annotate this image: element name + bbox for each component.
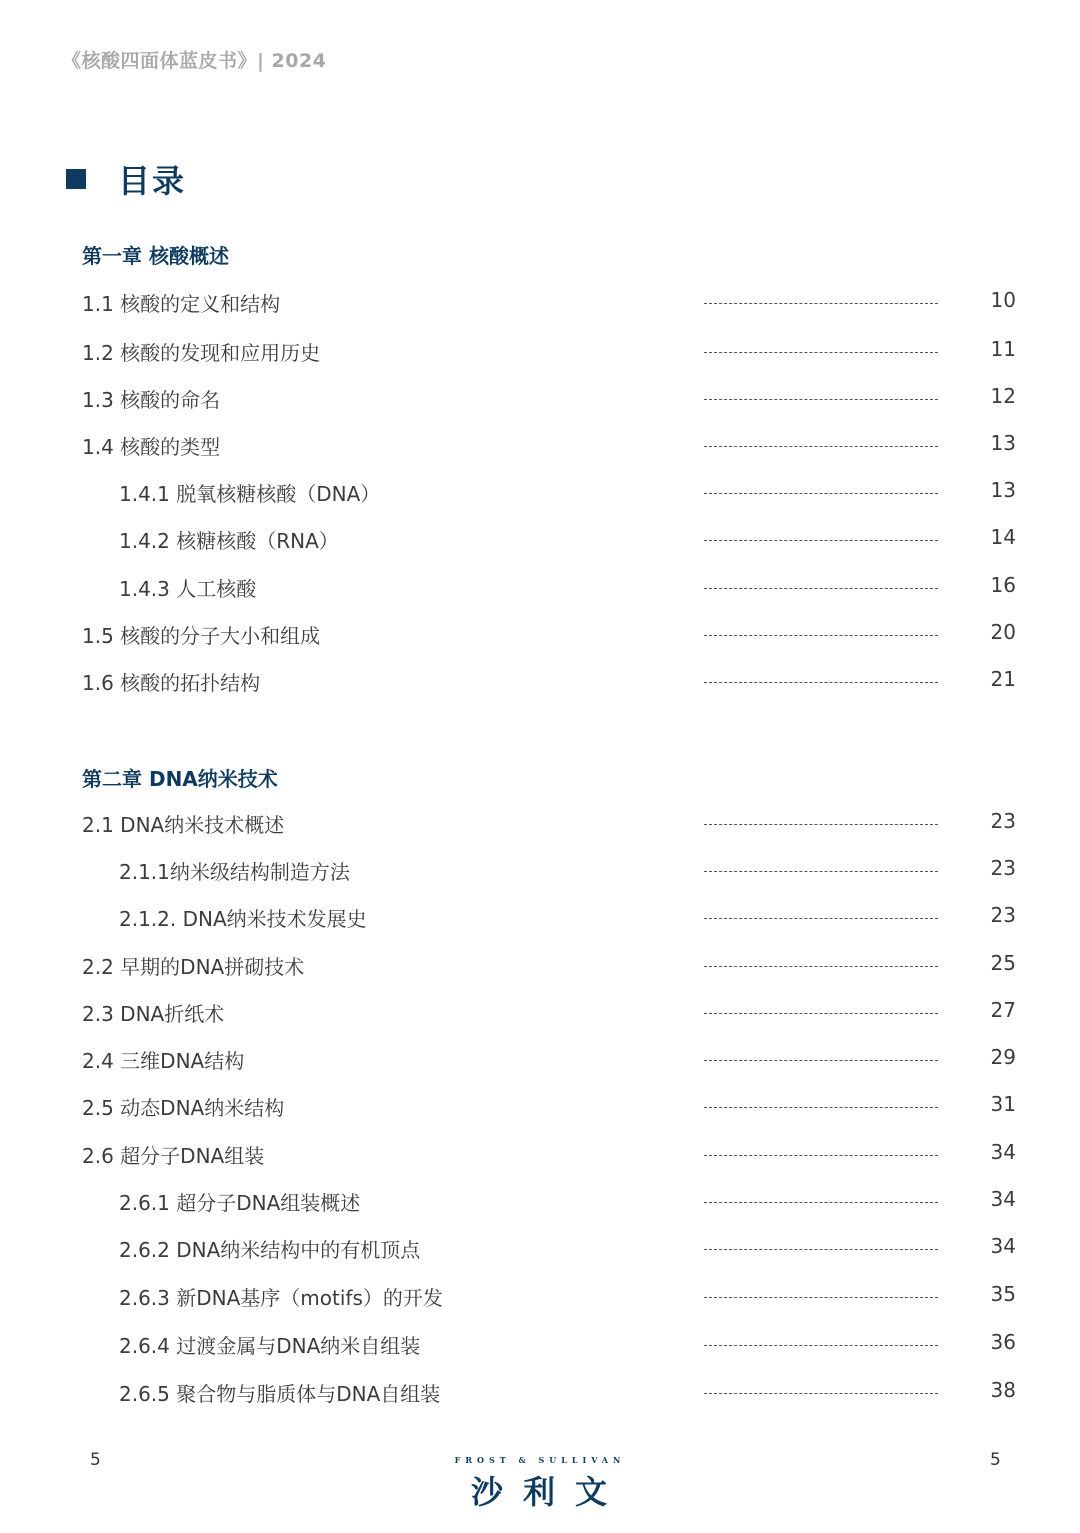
toc-entry[interactable] xyxy=(0,337,1080,367)
toc-entry[interactable] xyxy=(0,1092,1080,1122)
toc-entry-page: 23 xyxy=(990,856,1016,880)
toc-entry-label: 2.6.5 聚合物与脂质体与DNA自组装 xyxy=(119,1382,441,1406)
dot-leader xyxy=(704,1249,938,1250)
toc-entry-label: 1.4.3 人工核酸 xyxy=(119,577,257,601)
toc-entry[interactable] xyxy=(0,288,1080,318)
toc-entry-label: 2.6 超分子DNA组装 xyxy=(82,1144,265,1168)
toc-entry-page: 20 xyxy=(990,620,1016,644)
toc-entry-page: 36 xyxy=(990,1330,1016,1354)
dot-leader xyxy=(704,635,938,636)
toc-entry-label: 2.5 动态DNA纳米结构 xyxy=(82,1096,285,1120)
toc-entry-page: 10 xyxy=(990,288,1016,312)
toc-entry-page: 23 xyxy=(990,809,1016,833)
toc-entry-label: 1.4.2 核糖核酸（RNA） xyxy=(119,529,339,553)
square-bullet-icon xyxy=(66,169,86,189)
toc-entry-page: 23 xyxy=(990,903,1016,927)
toc-entry-label: 2.6.4 过渡金属与DNA纳米自组装 xyxy=(119,1334,421,1358)
dot-leader xyxy=(704,352,938,353)
toc-entry-page: 34 xyxy=(990,1187,1016,1211)
toc-entry-label: 1.3 核酸的命名 xyxy=(82,388,221,412)
toc-subentry[interactable] xyxy=(0,478,1080,508)
dot-leader xyxy=(704,1013,938,1014)
dot-leader xyxy=(704,1107,938,1108)
dot-leader xyxy=(704,966,938,967)
footer-page-number-right: 5 xyxy=(990,1450,1001,1470)
dot-leader xyxy=(704,918,938,919)
toc-subentry[interactable] xyxy=(0,525,1080,555)
toc-entry-page: 34 xyxy=(990,1140,1016,1164)
toc-entry-label: 2.4 三维DNA结构 xyxy=(82,1049,245,1073)
toc-entry[interactable] xyxy=(0,1045,1080,1075)
toc-entry-label: 1.2 核酸的发现和应用历史 xyxy=(82,341,321,365)
toc-entry[interactable] xyxy=(0,384,1080,414)
toc-entry-label: 2.6.1 超分子DNA组装概述 xyxy=(119,1191,361,1215)
toc-entry-label: 1.1 核酸的定义和结构 xyxy=(82,292,281,316)
toc-subentry[interactable] xyxy=(0,856,1080,886)
dot-leader xyxy=(704,588,938,589)
toc-entry-page: 21 xyxy=(990,667,1016,691)
toc-entry[interactable] xyxy=(0,809,1080,839)
toc-subentry[interactable] xyxy=(0,1187,1080,1217)
toc-entry-page: 29 xyxy=(990,1045,1016,1069)
toc-entry[interactable] xyxy=(0,667,1080,697)
dot-leader xyxy=(704,1393,938,1394)
dot-leader xyxy=(704,399,938,400)
toc-entry-label: 1.6 核酸的拓扑结构 xyxy=(82,671,261,695)
toc-entry-label: 2.2 早期的DNA拼砌技术 xyxy=(82,955,305,979)
footer-page-number-left: 5 xyxy=(90,1450,101,1470)
dot-leader xyxy=(704,1297,938,1298)
toc-entry-page: 35 xyxy=(990,1282,1016,1306)
toc-entry[interactable] xyxy=(0,998,1080,1028)
toc-entry-page: 38 xyxy=(990,1378,1016,1402)
dot-leader xyxy=(704,871,938,872)
toc-entry-label: 2.6.3 新DNA基序（motifs）的开发 xyxy=(119,1286,443,1310)
toc-entry-label: 2.1 DNA纳米技术概述 xyxy=(82,813,285,837)
dot-leader xyxy=(704,303,938,304)
brand-logo-en: FROST & SULLIVAN xyxy=(454,1455,626,1465)
toc-entry-label: 1.4.1 脱氧核糖核酸（DNA） xyxy=(119,482,381,506)
toc-entry-label: 2.1.2. DNA纳米技术发展史 xyxy=(119,907,367,931)
toc-entry-page: 16 xyxy=(990,573,1016,597)
dot-leader xyxy=(704,446,938,447)
dot-leader xyxy=(704,540,938,541)
toc-subentry[interactable] xyxy=(0,1234,1080,1264)
dot-leader xyxy=(704,1202,938,1203)
toc-entry[interactable] xyxy=(0,1140,1080,1170)
toc-entry-page: 11 xyxy=(990,337,1016,361)
toc-entry-page: 31 xyxy=(990,1092,1016,1116)
toc-entry-page: 13 xyxy=(990,431,1016,455)
toc-entry-label: 2.3 DNA折纸术 xyxy=(82,1002,225,1026)
brand-logo xyxy=(440,1455,640,1513)
dot-leader xyxy=(704,824,938,825)
chapter-title[interactable]: 第二章 DNA纳米技术 xyxy=(82,767,278,791)
dot-leader xyxy=(704,1060,938,1061)
toc-subentry[interactable] xyxy=(0,1378,1080,1408)
toc-subentry[interactable] xyxy=(0,573,1080,603)
toc-entry-page: 25 xyxy=(990,951,1016,975)
toc-entry-page: 34 xyxy=(990,1234,1016,1258)
dot-leader xyxy=(704,493,938,494)
toc-entry-label: 1.5 核酸的分子大小和组成 xyxy=(82,624,321,648)
toc-subentry[interactable] xyxy=(0,903,1080,933)
toc-entry-label: 2.1.1纳米级结构制造方法 xyxy=(119,860,350,884)
toc-entry-page: 14 xyxy=(990,525,1016,549)
toc-entry-page: 12 xyxy=(990,384,1016,408)
toc-entry[interactable] xyxy=(0,951,1080,981)
toc-title: 目录 xyxy=(118,162,187,200)
toc-entry-label: 1.4 核酸的类型 xyxy=(82,435,221,459)
chapter-title[interactable]: 第一章 核酸概述 xyxy=(82,244,229,268)
toc-entry[interactable] xyxy=(0,431,1080,461)
dot-leader xyxy=(704,1345,938,1346)
toc-entry-page: 13 xyxy=(990,478,1016,502)
dot-leader xyxy=(704,682,938,683)
brand-logo-cn: 沙利文 xyxy=(470,1473,627,1511)
toc-entry-label: 2.6.2 DNA纳米结构中的有机顶点 xyxy=(119,1238,421,1262)
toc-entry[interactable] xyxy=(0,620,1080,650)
dot-leader xyxy=(704,1155,938,1156)
toc-entry-page: 27 xyxy=(990,998,1016,1022)
toc-heading xyxy=(66,156,186,202)
toc-subentry[interactable] xyxy=(0,1282,1080,1312)
toc-subentry[interactable] xyxy=(0,1330,1080,1360)
report-header: 《核酸四面体蓝皮书》| 2024 xyxy=(62,50,327,72)
